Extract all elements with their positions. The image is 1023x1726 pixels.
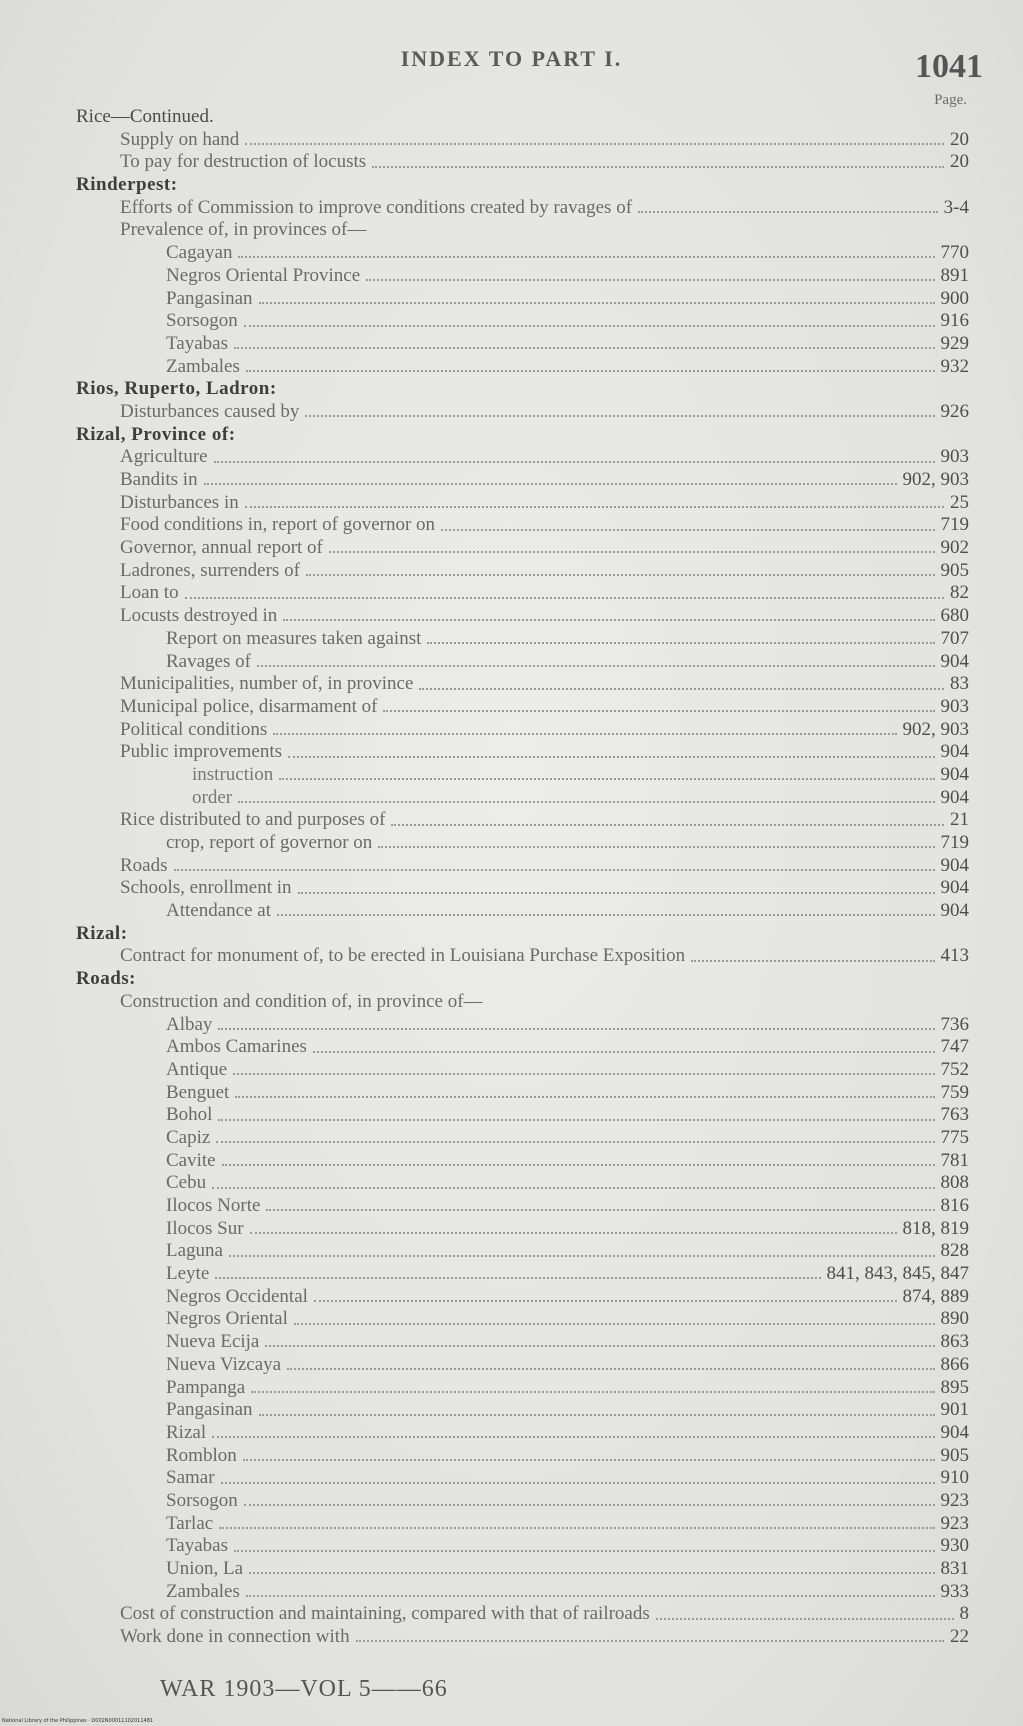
entry-page-number: 923 [940, 1512, 969, 1534]
entry-label: Rizal [166, 1421, 207, 1443]
entry-label: Food conditions in, report of governor on [120, 514, 436, 536]
entry-label: Report on measures taken against [166, 627, 422, 649]
entry-label: Efforts of Commission to improve conditions created by ravages of [120, 196, 633, 218]
entry-page-number: 707 [940, 627, 969, 649]
entry-label: Negros Oriental [166, 1308, 288, 1330]
entry-page-number: 901 [940, 1399, 969, 1421]
index-entry [76, 741, 969, 764]
index-entries [76, 106, 969, 1649]
index-entry [76, 242, 969, 265]
entry-page-number: 932 [940, 355, 969, 377]
index-entry [76, 855, 969, 878]
entry-label: Pangasinan [166, 1399, 253, 1421]
dot-leader [287, 1360, 934, 1370]
entry-label: To pay for destruction of locusts [120, 151, 367, 173]
dot-leader [244, 1496, 935, 1506]
dot-leader [215, 1269, 820, 1279]
index-entry [76, 605, 969, 628]
entry-page-number: 25 [950, 491, 969, 513]
dot-leader [222, 1156, 935, 1166]
entry-label: Loan to [120, 582, 179, 604]
page-title: INDEX TO PART I. [400, 46, 623, 71]
entry-page-number: 781 [940, 1149, 969, 1171]
entry-page-number: 719 [940, 514, 969, 536]
index-entry [76, 582, 969, 605]
entry-label: Disturbances caused by [120, 400, 300, 422]
index-list [76, 92, 969, 1649]
entry-label: Schools, enrollment in [120, 877, 292, 899]
dot-leader [246, 1587, 935, 1597]
dot-leader [265, 1337, 934, 1347]
index-entry [76, 288, 969, 311]
entry-label: Cebu [166, 1172, 207, 1194]
index-entry [76, 1059, 969, 1082]
index-entry [76, 1104, 969, 1127]
index-entry [76, 1150, 969, 1173]
entry-label: Tarlac [166, 1512, 214, 1534]
entry-page-number: 902, 903 [902, 718, 969, 740]
index-entry [76, 197, 969, 220]
dot-leader [234, 1542, 935, 1552]
entry-label: Roads [120, 854, 168, 876]
entry-page-number: 20 [950, 128, 969, 150]
dot-leader [235, 1088, 934, 1098]
dot-leader [229, 1247, 935, 1257]
index-entry [76, 1422, 969, 1445]
dot-leader [313, 1043, 935, 1053]
entry-label: Political conditions [120, 718, 268, 740]
entry-page-number: 923 [940, 1489, 969, 1511]
dot-leader [298, 884, 935, 894]
entry-label: Construction and condition of, in province of— [120, 990, 483, 1012]
dot-leader [212, 1179, 934, 1189]
entry-label: Bohol [166, 1104, 213, 1126]
index-entry [76, 219, 969, 242]
entry-label: Rios, Ruperto, Ladron: [76, 378, 277, 400]
index-heading [76, 424, 969, 447]
index-entry [76, 832, 969, 855]
entry-label: crop, report of governor on [166, 832, 373, 853]
entry-label: Rizal: [76, 922, 128, 944]
index-entry [76, 1354, 969, 1377]
entry-label: Public improvements [120, 741, 283, 763]
entry-label: Negros Occidental [166, 1285, 308, 1307]
index-entry [76, 310, 969, 333]
index-entry [76, 1286, 969, 1309]
dot-leader [356, 1632, 944, 1642]
entry-label: Zambales [166, 1580, 240, 1602]
dot-leader [185, 589, 944, 599]
dot-leader [266, 1201, 934, 1211]
dot-leader [305, 407, 934, 417]
index-entry [76, 651, 969, 674]
index-entry [76, 1308, 969, 1331]
index-entry [76, 877, 969, 900]
entry-page-number: 21 [950, 809, 969, 831]
entry-label: order [192, 786, 233, 808]
dot-leader [419, 680, 944, 690]
entry-label: Rizal, Province of: [76, 423, 236, 445]
entry-label: Pampanga [166, 1376, 246, 1398]
dot-leader [238, 793, 934, 803]
dot-leader [244, 317, 935, 327]
entry-label: Leyte [166, 1263, 210, 1285]
entry-page-number: 904 [940, 786, 969, 808]
index-entry [76, 787, 969, 810]
entry-label: Locusts destroyed in [120, 605, 278, 627]
entry-label: Tayabas [166, 332, 228, 354]
dot-leader [656, 1610, 954, 1620]
dot-leader [441, 521, 934, 531]
entry-page-number: 902, 903 [902, 469, 969, 490]
entry-page-number: 770 [940, 242, 969, 264]
entry-page-number: 763 [940, 1104, 969, 1126]
entry-page-number: 900 [940, 287, 969, 309]
index-entry [76, 537, 969, 560]
entry-page-number: 903 [940, 446, 969, 468]
entry-page-number: 747 [940, 1036, 969, 1058]
dot-leader [257, 657, 935, 667]
entry-label: Agriculture [120, 446, 208, 468]
entry-page-number: 874, 889 [902, 1285, 969, 1307]
entry-page-number: 841, 843, 845, 847 [826, 1263, 969, 1285]
dot-leader [329, 543, 935, 553]
dot-leader [288, 748, 934, 758]
index-entry [76, 1331, 969, 1354]
index-heading [76, 378, 969, 401]
index-entry [76, 764, 969, 787]
entry-page-number: 904 [940, 877, 969, 899]
entry-label: Attendance at [166, 900, 271, 922]
index-entry [76, 1558, 969, 1581]
entry-label: Nueva Vizcaya [166, 1353, 282, 1375]
entry-label: Albay [166, 1013, 213, 1035]
entry-page-number: 863 [940, 1331, 969, 1353]
index-entry [76, 151, 969, 174]
entry-page-number: 759 [940, 1081, 969, 1103]
dot-leader [214, 453, 935, 463]
dot-leader [218, 1111, 934, 1121]
index-entry [76, 1603, 969, 1626]
entry-label: Cavite [166, 1149, 216, 1171]
entry-page-number: 808 [940, 1172, 969, 1194]
entry-label: Governor, annual report of [120, 537, 323, 559]
index-entry [76, 492, 969, 515]
entry-label: Romblon [166, 1444, 237, 1466]
dot-leader [245, 498, 944, 508]
index-entry [76, 719, 969, 742]
entry-page-number: 719 [940, 832, 969, 853]
dot-leader [314, 1292, 897, 1302]
entry-label: Municipalities, number of, in province [120, 673, 414, 695]
dot-leader [243, 1451, 935, 1461]
dot-leader [216, 1133, 934, 1143]
entry-page-number: 22 [950, 1626, 969, 1648]
entry-page-number: 904 [940, 741, 969, 763]
dot-leader [294, 1315, 935, 1325]
entry-label: Ladrones, surrenders of [120, 559, 300, 581]
entry-label: Rice—Continued. [76, 106, 214, 127]
entry-page-number: 910 [940, 1467, 969, 1489]
index-entry [76, 1399, 969, 1422]
dot-leader [204, 475, 897, 485]
entry-label: Prevalence of, in provinces of— [120, 219, 367, 241]
index-entry [76, 628, 969, 651]
entry-label: Negros Oriental Province [166, 264, 361, 286]
index-entry [76, 1240, 969, 1263]
index-entry [76, 1172, 969, 1195]
index-entry [76, 1467, 969, 1490]
entry-label: Rice distributed to and purposes of [120, 809, 386, 831]
entry-page-number: 891 [940, 264, 969, 286]
index-entry [76, 1036, 969, 1059]
dot-leader [691, 952, 934, 962]
index-entry [76, 673, 969, 696]
index-heading [76, 174, 969, 197]
dot-leader [277, 906, 935, 916]
index-entry [76, 1535, 969, 1558]
dot-leader [212, 1428, 934, 1438]
entry-page-number: 82 [950, 582, 969, 604]
entry-label: Ilocos Norte [166, 1195, 261, 1216]
entry-label: Samar [166, 1467, 215, 1489]
index-heading [76, 968, 969, 991]
index-entry [76, 809, 969, 832]
entry-page-number: 904 [940, 1421, 969, 1443]
entry-page-number: 3-4 [943, 196, 969, 218]
entry-label: Cost of construction and maintaining, compared with that of railroads [120, 1603, 650, 1625]
entry-label: Ravages of [166, 650, 251, 672]
dot-leader [249, 1564, 934, 1574]
index-entry [76, 696, 969, 719]
entry-page-number: 831 [940, 1558, 969, 1579]
dot-leader [221, 1474, 935, 1484]
dot-leader [251, 1383, 934, 1393]
entry-page-number: 8 [959, 1603, 969, 1625]
entry-label: Disturbances in [120, 491, 239, 513]
index-entry [76, 129, 969, 152]
dot-leader [638, 203, 938, 213]
dot-leader [238, 248, 934, 258]
dot-leader [245, 135, 944, 145]
dot-leader [383, 702, 934, 712]
dot-leader [279, 770, 934, 780]
index-entry [76, 1082, 969, 1105]
entry-label: Union, La [166, 1558, 244, 1579]
entry-label: Sorsogon [166, 1489, 238, 1511]
dot-leader [273, 725, 896, 735]
entry-label: Zambales [166, 355, 240, 377]
index-entry [76, 1263, 969, 1286]
scan-credit: National Library of the Philippines · D002N00011102011481 [2, 1718, 154, 1724]
entry-label: Rinderpest: [76, 174, 178, 196]
dot-leader [366, 271, 934, 281]
index-entry [76, 1195, 969, 1218]
entry-page-number: 903 [940, 695, 969, 717]
entry-label: Ilocos Sur [166, 1217, 244, 1239]
entry-page-number: 933 [940, 1580, 969, 1602]
entry-label: Municipal police, disarmament of [120, 695, 378, 717]
dot-leader [259, 1406, 935, 1416]
entry-page-number: 890 [940, 1308, 969, 1330]
entry-page-number: 680 [940, 605, 969, 627]
index-entry [76, 333, 969, 356]
entry-label: Ambos Camarines [166, 1036, 307, 1058]
index-entry [76, 1490, 969, 1513]
entry-page-number: 413 [940, 945, 969, 967]
entry-label: Sorsogon [166, 310, 238, 332]
entry-page-number: 775 [940, 1126, 969, 1148]
dot-leader [306, 566, 935, 576]
dot-leader [219, 1519, 934, 1529]
entry-label: Cagayan [166, 242, 233, 264]
entry-label: Tayabas [166, 1535, 228, 1557]
index-entry [76, 1377, 969, 1400]
index-entry [76, 469, 969, 492]
index-entry [76, 900, 969, 923]
dot-leader [246, 362, 935, 372]
entry-page-number: 904 [940, 854, 969, 876]
entry-label: Benguet [166, 1081, 230, 1103]
entry-page-number: 902 [940, 537, 969, 559]
index-heading [76, 106, 969, 129]
index-entry [76, 356, 969, 379]
entry-label: Laguna [166, 1240, 223, 1262]
entry-page-number: 752 [940, 1058, 969, 1080]
entry-label: Capiz [166, 1126, 211, 1148]
entry-page-number: 895 [940, 1376, 969, 1398]
page-number: 1041 [915, 48, 983, 85]
entry-page-number: 904 [940, 900, 969, 922]
page-column-header: Page. [934, 92, 967, 108]
index-entry [76, 401, 969, 424]
index-entry [76, 265, 969, 288]
dot-leader [234, 339, 935, 349]
entry-page-number: 916 [940, 310, 969, 332]
entry-page-number: 905 [940, 1444, 969, 1466]
dot-leader [427, 634, 934, 644]
entry-page-number: 816 [940, 1195, 969, 1216]
entry-label: Roads: [76, 968, 137, 990]
index-entry [76, 991, 969, 1014]
entry-label: Supply on hand [120, 128, 240, 150]
entry-label: Contract for monument of, to be erected in Louisiana Purchase Exposition [120, 945, 686, 967]
entry-label: Nueva Ecija [166, 1331, 260, 1353]
dot-leader [250, 1224, 897, 1234]
entry-page-number: 83 [950, 673, 969, 695]
dot-leader [378, 838, 934, 848]
dot-leader [372, 158, 944, 168]
entry-page-number: 905 [940, 559, 969, 581]
index-entry [76, 1513, 969, 1536]
index-entry [76, 1626, 969, 1649]
entry-page-number: 926 [940, 400, 969, 422]
dot-leader [233, 1065, 934, 1075]
entry-page-number: 904 [940, 763, 969, 785]
index-entry [76, 514, 969, 537]
entry-page-number: 20 [950, 151, 969, 173]
entry-label: instruction [192, 763, 274, 785]
dot-leader [283, 611, 934, 621]
index-entry [76, 945, 969, 968]
index-entry [76, 1218, 969, 1241]
entry-page-number: 930 [940, 1535, 969, 1557]
index-heading [76, 923, 969, 946]
index-entry [76, 1445, 969, 1468]
entry-page-number: 904 [940, 650, 969, 672]
entry-label: Bandits in [120, 469, 198, 490]
index-entry [76, 446, 969, 469]
index-entry [76, 1014, 969, 1037]
entry-page-number: 828 [940, 1240, 969, 1262]
entry-label: Antique [166, 1058, 228, 1080]
dot-leader [174, 861, 935, 871]
footer-signature: WAR 1903—VOL 5——66 [160, 1676, 448, 1702]
index-entry [76, 1581, 969, 1604]
entry-page-number: 929 [940, 332, 969, 354]
entry-page-number: 736 [940, 1013, 969, 1035]
index-entry [76, 1127, 969, 1150]
entry-page-number: 866 [940, 1353, 969, 1375]
entry-page-number: 818, 819 [902, 1217, 969, 1239]
entry-label: Pangasinan [166, 287, 253, 309]
entry-label: Work done in connection with [120, 1626, 350, 1648]
index-entry [76, 560, 969, 583]
dot-leader [218, 1020, 934, 1030]
dot-leader [391, 816, 944, 826]
dot-leader [259, 294, 935, 304]
